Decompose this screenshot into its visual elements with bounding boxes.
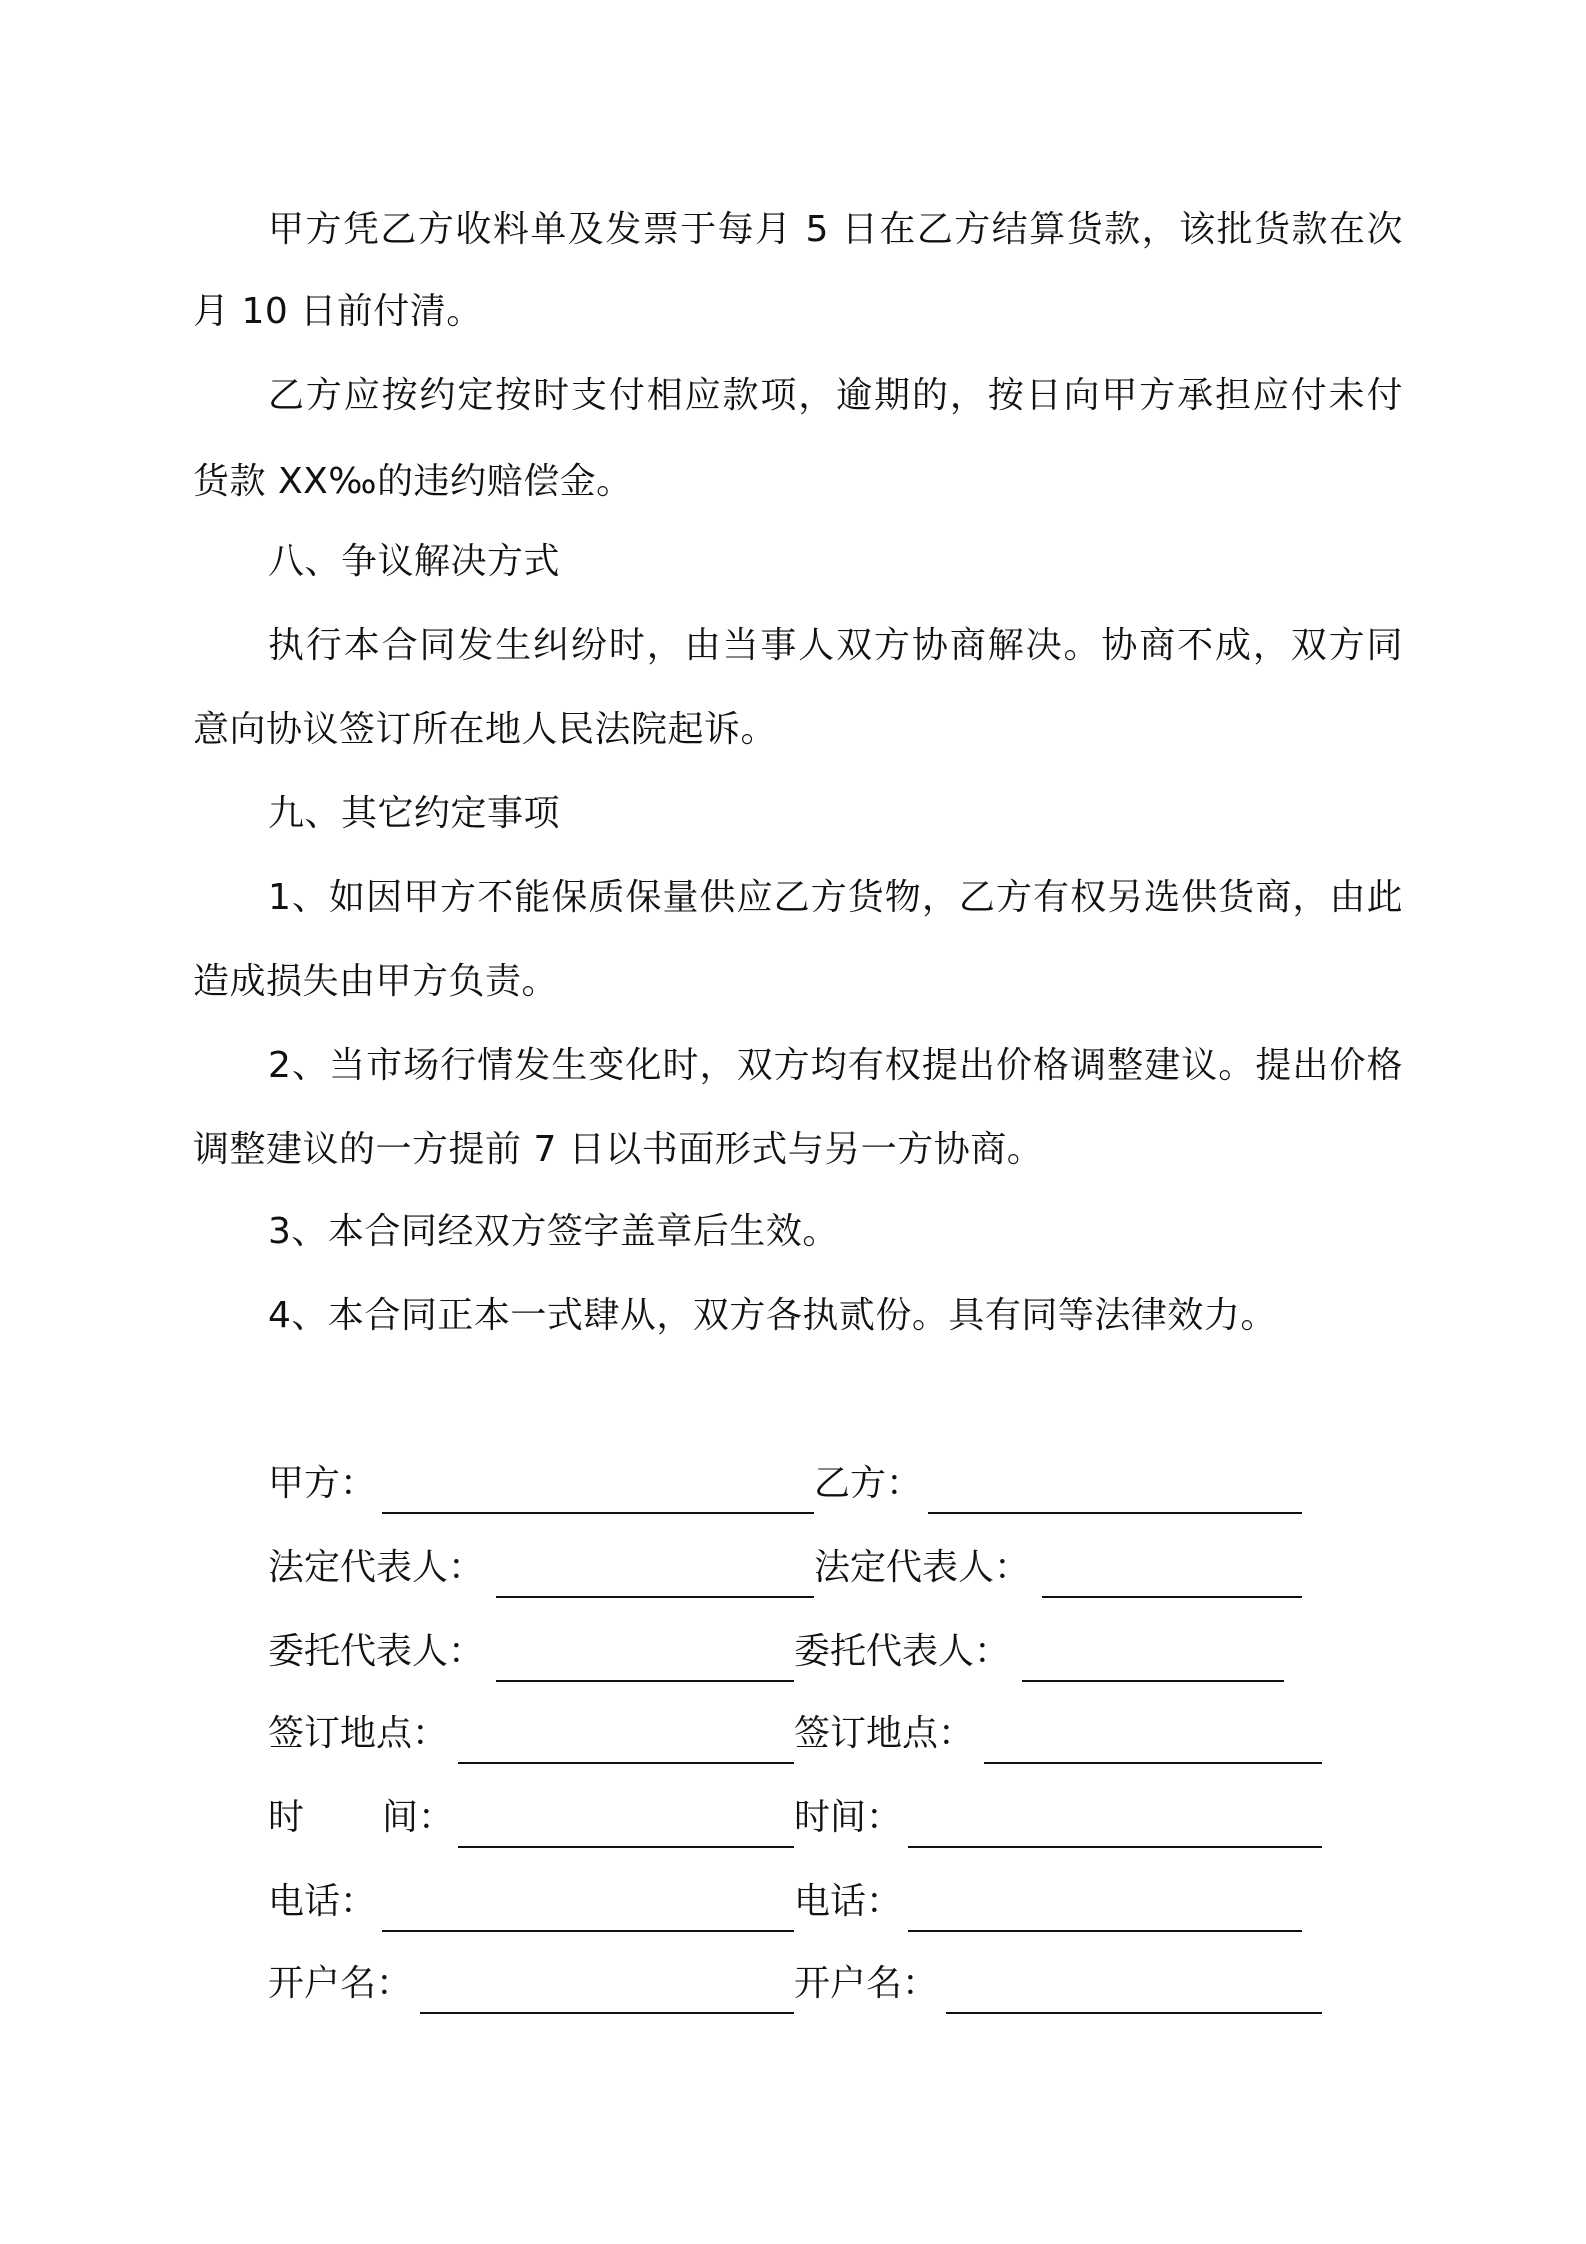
paragraph-line: 甲方凭乙方收料单及发票于每月 5 日在乙方结算货款，该批货款在次: [268, 209, 1403, 250]
party-a-time-line: [458, 1846, 794, 1848]
party-b-account-line: [946, 2012, 1322, 2014]
party-b-legal-rep-line: [1042, 1596, 1302, 1598]
section-heading: 八、争议解决方式: [268, 541, 561, 582]
party-b-legal-rep-label: 法定代表人：: [814, 1547, 1031, 1588]
party-a-phone-line: [382, 1930, 794, 1932]
party-a-account-label: 开户名：: [268, 1963, 413, 2004]
party-a-place-label: 签订地点：: [268, 1713, 449, 1754]
party-b-account-label: 开户名：: [794, 1963, 939, 2004]
party-b-agent-line: [1022, 1680, 1284, 1682]
party-b-place-line: [984, 1762, 1322, 1764]
party-a-label: 甲方：: [268, 1463, 377, 1504]
party-b-place-label: 签订地点：: [794, 1713, 975, 1754]
party-b-signature-line: [928, 1512, 1302, 1514]
party-a-legal-rep-label: 法定代表人：: [268, 1547, 485, 1588]
party-b-agent-label: 委托代表人：: [794, 1631, 1011, 1672]
party-a-time-label-1: 时: [268, 1797, 305, 1838]
paragraph-line: 1、如因甲方不能保质保量供应乙方货物，乙方有权另选供货商，由此: [268, 877, 1403, 918]
party-b-time-label: 时间：: [794, 1797, 903, 1838]
party-b-time-line: [908, 1846, 1322, 1848]
party-a-agent-line: [496, 1680, 794, 1682]
paragraph-line: 3、本合同经双方签字盖章后生效。: [268, 1211, 839, 1252]
party-a-account-line: [420, 2012, 794, 2014]
paragraph-line: 4、本合同正本一式肆从，双方各执贰份。具有同等法律效力。: [268, 1295, 1277, 1336]
section-heading: 九、其它约定事项: [268, 793, 561, 834]
party-a-signature-line: [382, 1512, 814, 1514]
party-b-label: 乙方：: [814, 1463, 923, 1504]
party-a-time-label-2: 间：: [382, 1797, 455, 1838]
party-a-agent-label: 委托代表人：: [268, 1631, 485, 1672]
party-a-legal-rep-line: [496, 1596, 814, 1598]
paragraph-line: 造成损失由甲方负责。: [193, 961, 559, 1002]
paragraph-line: 意向协议签订所在地人民法院起诉。: [193, 709, 778, 750]
paragraph-line: 调整建议的一方提前 7 日以书面形式与另一方协商。: [193, 1129, 1044, 1170]
paragraph-line: 月 10 日前付清。: [193, 291, 483, 332]
paragraph-line: 执行本合同发生纠纷时，由当事人双方协商解决。协商不成，双方同: [268, 625, 1403, 666]
party-a-phone-label: 电话：: [268, 1881, 377, 1922]
paragraph-line: 货款 XX‰的违约赔偿金。: [193, 461, 633, 502]
party-b-phone-label: 电话：: [794, 1881, 903, 1922]
paragraph-line: 乙方应按约定按时支付相应款项，逾期的，按日向甲方承担应付未付: [268, 375, 1403, 416]
party-b-phone-line: [908, 1930, 1302, 1932]
paragraph-line: 2、当市场行情发生变化时，双方均有权提出价格调整建议。提出价格: [268, 1045, 1403, 1086]
party-a-place-line: [458, 1762, 794, 1764]
